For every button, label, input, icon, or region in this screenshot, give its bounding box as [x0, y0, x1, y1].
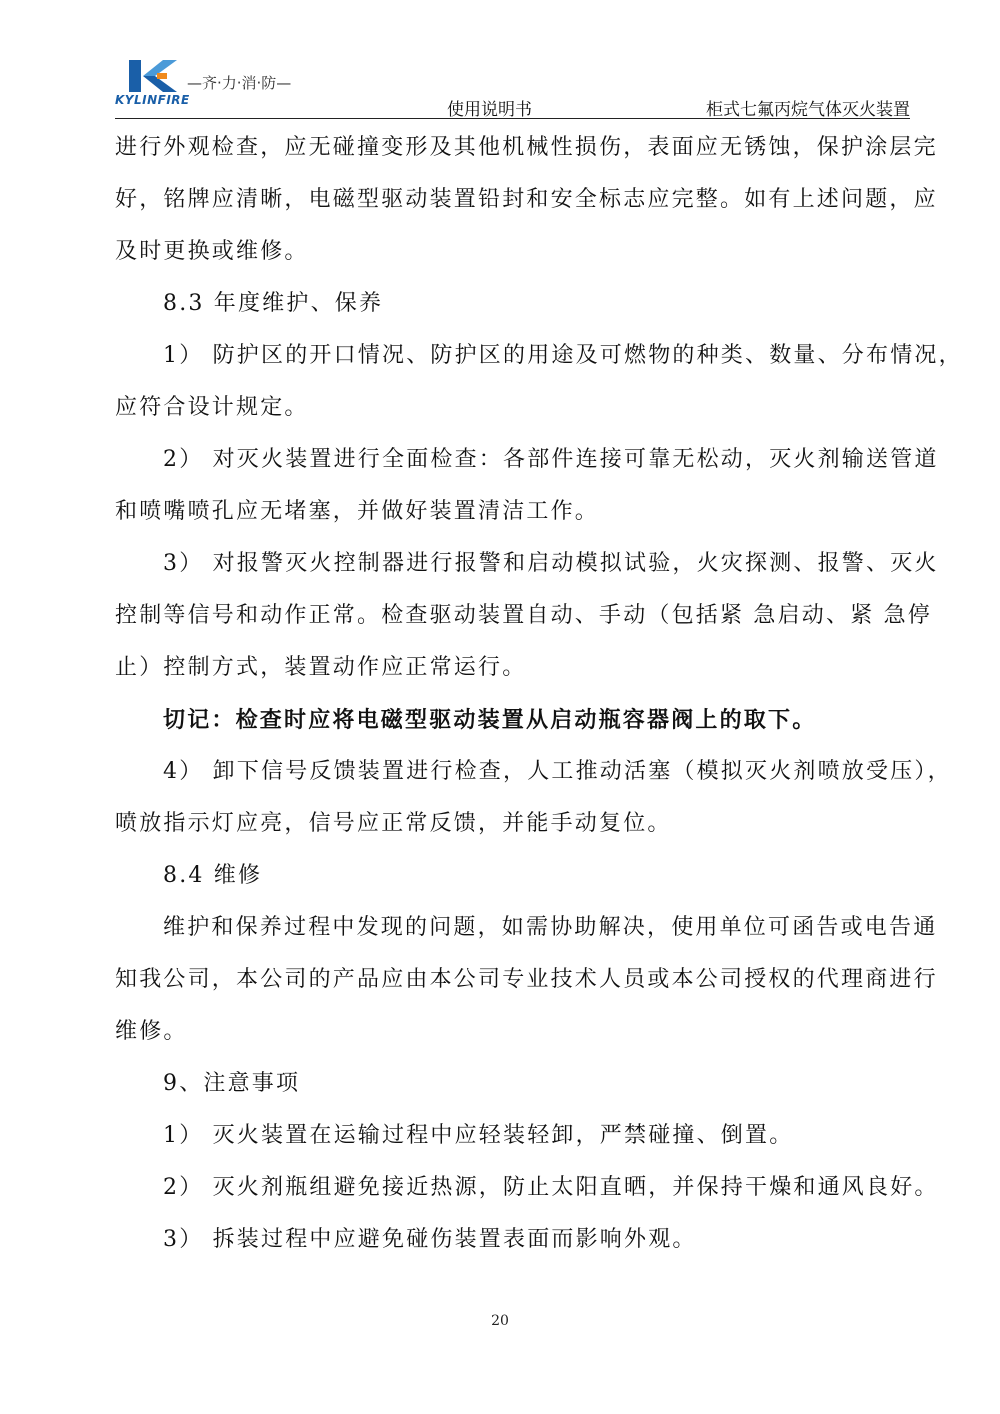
paragraph-line: 和喷嘴喷孔应无堵塞，并做好装置清洁工作。	[115, 499, 600, 524]
paragraph-line: 控制等信号和动作正常。检查驱动装置自动、手动（包括紧 急启动、紧 急停	[115, 603, 932, 628]
paragraph-line: 止）控制方式，装置动作应正常运行。	[115, 655, 527, 680]
paragraph-line: 知我公司，本公司的产品应由本公司专业技术人员或本公司授权的代理商进行	[115, 967, 938, 992]
document-body	[115, 122, 963, 1266]
paragraph-line: 维修。	[115, 1019, 188, 1044]
paragraph-line: 维护和保养过程中发现的问题，如需协助解决，使用单位可函告或电告通	[163, 915, 938, 940]
doc-type: 使用说明书	[447, 100, 532, 120]
list-item-9-2: 2） 灭火剂瓶组避免接近热源，防止太阳直晒，并保持干燥和通风良好。	[163, 1175, 939, 1200]
section-heading-8-3: 8.3 年度维护、保养	[163, 291, 384, 316]
paragraph-line: 及时更换或维修。	[115, 239, 309, 264]
list-item-9-3: 3） 拆装过程中应避免碰伤装置表面而影响外观。	[163, 1227, 697, 1252]
list-item-3: 3） 对报警灭火控制器进行报警和启动模拟试验，火灾探测、报警、灭火	[163, 551, 939, 576]
page-header	[115, 58, 910, 118]
product-name: 柜式七氟丙烷气体灭火装置	[706, 100, 910, 120]
logo-wordmark: KYLINFIRE	[115, 93, 190, 107]
warning-note: 切记：检查时应将电磁型驱动装置从启动瓶容器阀上的取下。	[163, 707, 817, 733]
header-divider	[115, 118, 910, 119]
list-item-2: 2） 对灭火装置进行全面检查：各部件连接可靠无松动，灭火剂输送管道	[163, 447, 939, 472]
company-slogan: —齐·力·消·防—	[187, 74, 292, 92]
section-heading-9: 9、注意事项	[163, 1071, 301, 1096]
page-number: 20	[491, 1313, 509, 1329]
paragraph-line: 喷放指示灯应亮，信号应正常反馈，并能手动复位。	[115, 811, 672, 836]
list-item-1: 1） 防护区的开口情况、防护区的用途及可燃物的种类、数量、分布情况，	[163, 343, 963, 368]
kylinfire-logo-icon	[127, 60, 177, 92]
list-item-4: 4） 卸下信号反馈装置进行检查，人工推动活塞（模拟灭火剂喷放受压），	[163, 759, 952, 784]
list-item-9-1: 1） 灭火装置在运输过程中应轻装轻卸，严禁碰撞、倒置。	[163, 1123, 794, 1148]
paragraph-line: 好，铭牌应清晰，电磁型驱动装置铅封和安全标志应完整。如有上述问题，应	[115, 187, 938, 212]
section-heading-8-4: 8.4 维修	[163, 863, 263, 888]
paragraph-line: 进行外观检查，应无碰撞变形及其他机械性损伤，表面应无锈蚀，保护涂层完	[115, 135, 938, 160]
paragraph-line: 应符合设计规定。	[115, 395, 309, 420]
